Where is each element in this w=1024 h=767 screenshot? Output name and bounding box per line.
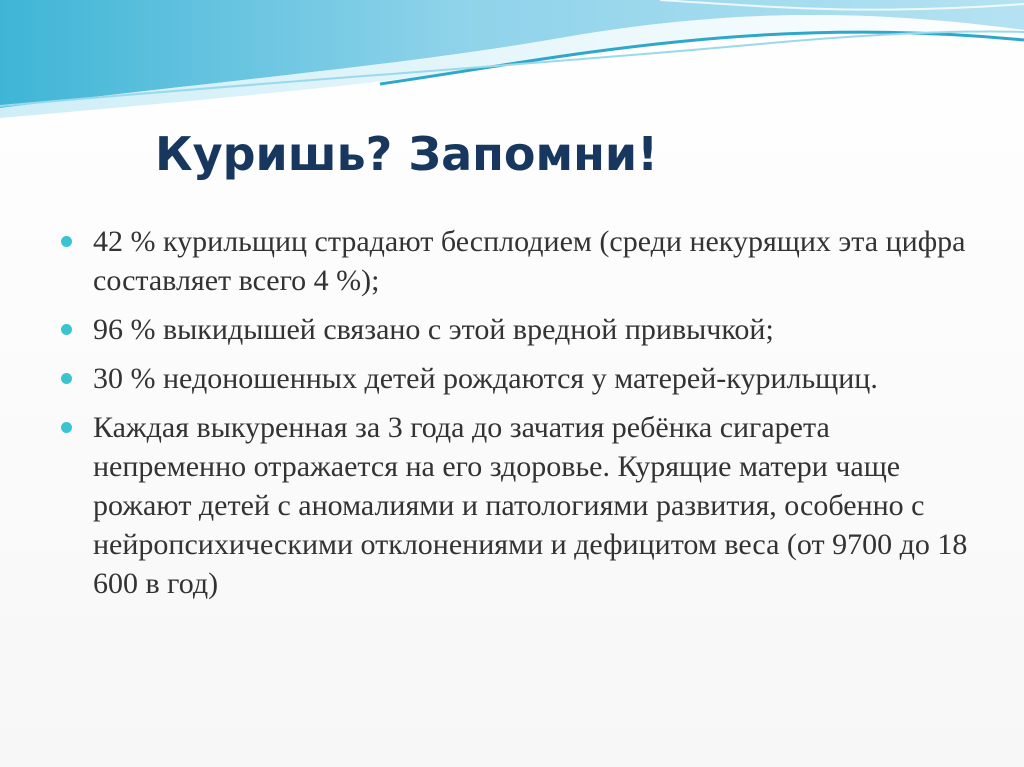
bullet-dot-icon (61, 236, 72, 247)
bullet-item (60, 310, 990, 349)
slide-title: Куришь? Запомни! (155, 127, 659, 181)
bullet-item (60, 222, 990, 300)
bullet-text: 42 % курильщиц страдают бесплодием (среди некурящих эта цифра составляет всего 4 %); (93, 225, 966, 297)
bullet-dot-icon (61, 324, 72, 335)
bullet-text: 30 % недоношенных детей рождаются у матерей-курильщиц. (93, 362, 878, 395)
bullet-text: Каждая выкуренная за 3 года до зачатия ребёнка сигарета непременно отражается на его здоровье. Курящие матери чаще рожают детей с аномалиями и патологиями развития, особенно с нейропсихическими отклонениями и дефицитом веса (от 9700 до 18 600 в год) (93, 411, 968, 600)
bullet-item (60, 408, 990, 603)
wave-decoration (0, 0, 1024, 130)
bullet-list (60, 222, 990, 613)
bullet-item (60, 359, 990, 398)
bullet-dot-icon (61, 373, 72, 384)
bullet-dot-icon (61, 422, 72, 433)
bullet-text: 96 % выкидышей связано с этой вредной привычкой; (93, 313, 774, 346)
